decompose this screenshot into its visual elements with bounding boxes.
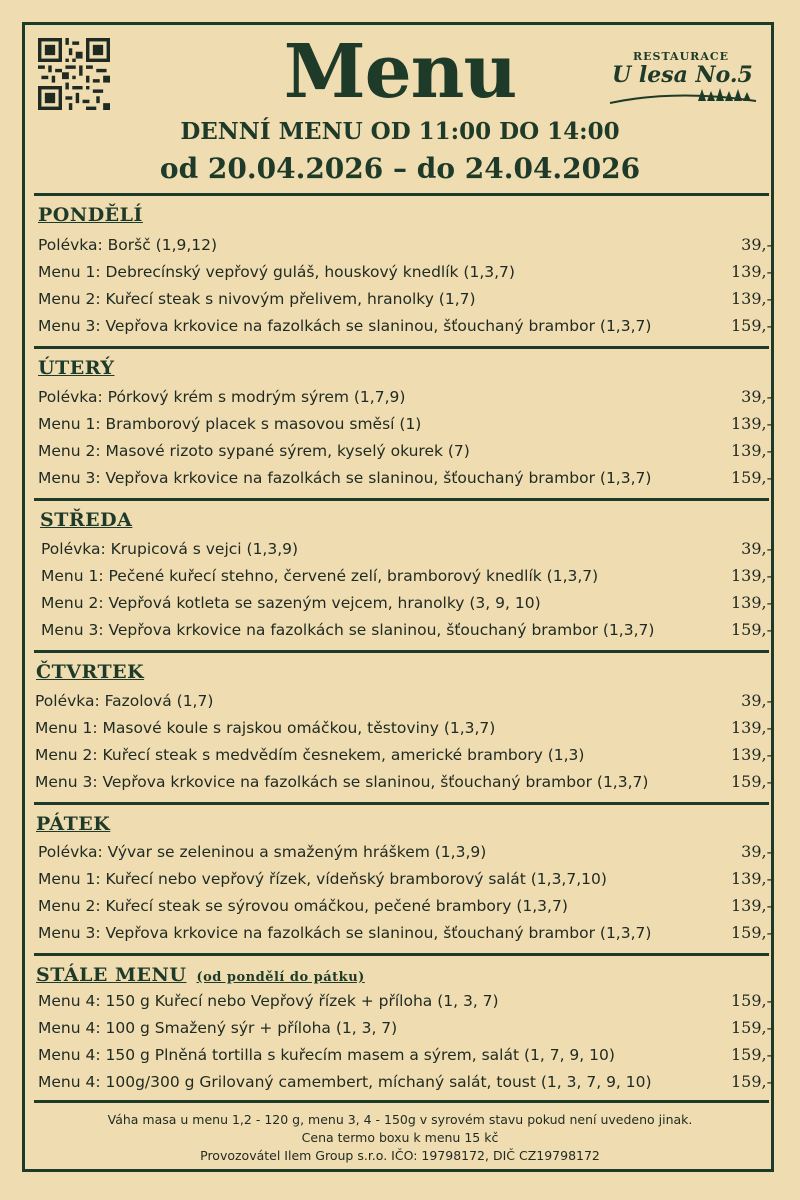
menu-item: Menu 3: Vepřova krkovice na fazolkách se slaninou, šťouchaný brambor (1,3,7) [38,924,652,942]
logo-small-text: RESTAURACE [633,50,729,63]
menu-item: Polévka: Krupicová s vejci (1,3,9) [41,540,299,558]
menu-item: Menu 3: Vepřova krkovice na fazolkách se slaninou, šťouchaný brambor (1,3,7) [35,773,649,791]
menu-item-price: 139,- [730,441,772,460]
menu-item-price: 139,- [730,262,772,281]
menu-item-price: 39,- [741,539,772,558]
forest-logo-icon [606,83,761,107]
day-heading-wednesday: STŘEDA [40,509,133,531]
menu-item: Menu 1: Bramborový placek s masovou směsí (1) [38,415,422,433]
menu-item: Menu 2: Vepřová kotleta se sazeným vejcem, hranolky (3, 9, 10) [41,594,541,612]
menu-item: Menu 2: Kuřecí steak s medvědím česnekem, americké brambory (1,3) [35,746,585,764]
menu-item-price: 159,- [730,620,772,639]
menu-item: Menu 2: Kuřecí steak s nivovým přelivem, hranolky (1,7) [38,290,476,308]
menu-item: Menu 1: Pečené kuřecí stehno, červené zelí, bramborový knedlík (1,3,7) [41,567,599,585]
menu-item: Menu 1: Kuřecí nebo vepřový řízek, vídeňský bramborový salát (1,3,7,10) [38,870,607,888]
menu-item: Menu 3: Vepřova krkovice na fazolkách se slaninou, šťouchaný brambor (1,3,7) [38,317,652,335]
menu-item: Menu 4: 100 g Smažený sýr + příloha (1, 3, 7) [38,1019,398,1037]
day-heading-permanent-menu [36,964,365,986]
menu-item: Polévka: Fazolová (1,7) [35,692,214,710]
divider [34,498,769,501]
logo-name: U lesa No.5 [612,62,753,88]
menu-item-price: 139,- [730,414,772,433]
menu-item-price: 139,- [730,718,772,737]
menu-item-price: 159,- [730,1018,772,1037]
menu-item-price: 39,- [741,842,772,861]
menu-item-price: 139,- [730,289,772,308]
divider [34,953,769,956]
page-title: Menu [283,29,517,115]
menu-item: Menu 4: 150 g Plněná tortilla s kuřecím masem a sýrem, salát (1, 7, 9, 10) [38,1046,615,1064]
menu-item-price: 159,- [730,1072,772,1091]
menu-item: Menu 2: Kuřecí steak se sýrovou omáčkou, pečené brambory (1,3,7) [38,897,568,915]
menu-item: Menu 3: Vepřova krkovice na fazolkách se slaninou, šťouchaný brambor (1,3,7) [41,621,655,639]
menu-item: Polévka: Vývar se zeleninou a smaženým hráškem (1,3,9) [38,843,487,861]
menu-item: Menu 4: 100g/300 g Grilovaný camembert, míchaný salát, toust (1, 3, 7, 9, 10) [38,1073,652,1091]
menu-item-price: 39,- [741,691,772,710]
day-heading-thursday: ČTVRTEK [36,661,145,683]
permanent-menu-note: (od pondělí do pátku) [196,970,365,985]
footer-operator-info: Provozovátel Ilem Group s.r.o. IČO: 19798172, DIČ CZ19798172 [200,1148,600,1163]
menu-item-price: 139,- [730,896,772,915]
divider [34,193,769,196]
menu-item-price: 159,- [730,1045,772,1064]
menu-item-price: 139,- [730,745,772,764]
menu-item-price: 139,- [730,593,772,612]
day-heading-friday: PÁTEK [36,813,111,835]
menu-item: Menu 1: Masové koule s rajskou omáčkou, těstoviny (1,3,7) [35,719,496,737]
menu-date-range: od 20.04.2026 – do 24.04.2026 [159,152,641,185]
menu-item-price: 39,- [741,387,772,406]
menu-item-price: 159,- [730,468,772,487]
menu-item-price: 159,- [730,316,772,335]
divider [34,802,769,805]
restaurant-logo [606,50,761,110]
daily-menu-hours: DENNÍ MENU OD 11:00 DO 14:00 [180,118,620,145]
menu-item: Menu 1: Debrecínský vepřový guláš, houskový knedlík (1,3,7) [38,263,515,281]
menu-item: Polévka: Pórkový krém s modrým sýrem (1,7,9) [38,388,406,406]
menu-item-price: 159,- [730,923,772,942]
footer-thermobox-price: Cena termo boxu k menu 15 kč [301,1130,499,1145]
menu-item: Menu 3: Vepřova krkovice na fazolkách se slaninou, šťouchaný brambor (1,3,7) [38,469,652,487]
menu-item-price: 159,- [730,991,772,1010]
menu-item-price: 159,- [730,772,772,791]
menu-item: Menu 4: 150 g Kuřecí nebo Vepřový řízek + příloha (1, 3, 7) [38,992,499,1010]
menu-item: Polévka: Boršč (1,9,12) [38,236,218,254]
divider [34,1100,769,1103]
menu-item-price: 39,- [741,235,772,254]
day-heading-tuesday: ÚTERÝ [38,357,115,379]
day-heading-monday: PONDĚLÍ [38,204,143,226]
menu-item-price: 139,- [730,869,772,888]
divider [34,346,769,349]
footer-meat-weight-note: Váha masa u menu 1,2 - 120 g, menu 3, 4 - 150g v syrovém stavu pokud není uvedeno jinak. [107,1112,693,1127]
menu-item-price: 139,- [730,566,772,585]
menu-item: Menu 2: Masové rizoto sypané sýrem, kyselý okurek (7) [38,442,470,460]
permanent-menu-title: STÁLE MENU [36,964,187,986]
divider [34,650,769,653]
